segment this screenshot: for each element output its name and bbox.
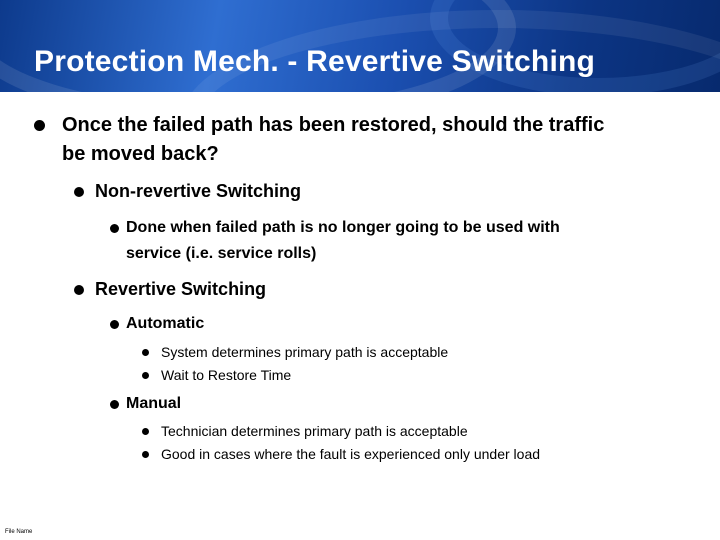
bullet-text-level4: Good in cases where the fault is experienced only under load (161, 446, 541, 462)
bullet-dot (142, 372, 149, 379)
title-bar (0, 0, 720, 92)
bullet-text-level2: Non-revertive Switching (95, 181, 302, 201)
bullet-text-level3: Automatic (126, 315, 205, 332)
bullet-dot (110, 224, 119, 233)
bullet-dot (74, 285, 84, 295)
bullet-dot (142, 349, 149, 356)
bullet-dot (74, 187, 84, 197)
bullet-text-level3: Done when failed path is no longer going to be used with (126, 219, 560, 236)
bullet-dot (110, 400, 119, 409)
bullet-text-level1: Once the failed path has been restored, should the traffic (62, 114, 605, 136)
slide-title: Protection Mech. - Revertive Switching (34, 45, 596, 78)
bullet-text-level3-continued: service (i.e. service rolls) (126, 245, 317, 262)
bullet-dot (142, 428, 149, 435)
bullet-dot (142, 451, 149, 458)
bullet-text-level3: Manual (126, 395, 182, 412)
bullet-dot (110, 320, 119, 329)
bullet-text-level4: Technician determines primary path is acceptable (161, 423, 468, 439)
bullet-text-level4: Wait to Restore Time (161, 367, 292, 383)
bullet-text-level2: Revertive Switching (95, 279, 267, 299)
bullet-dot (34, 120, 45, 131)
footer-file-name: File Name (5, 529, 33, 535)
bullet-text-level1-continued: be moved back? (62, 143, 219, 165)
bullet-text-level4: System determines primary path is acceptable (161, 344, 449, 360)
